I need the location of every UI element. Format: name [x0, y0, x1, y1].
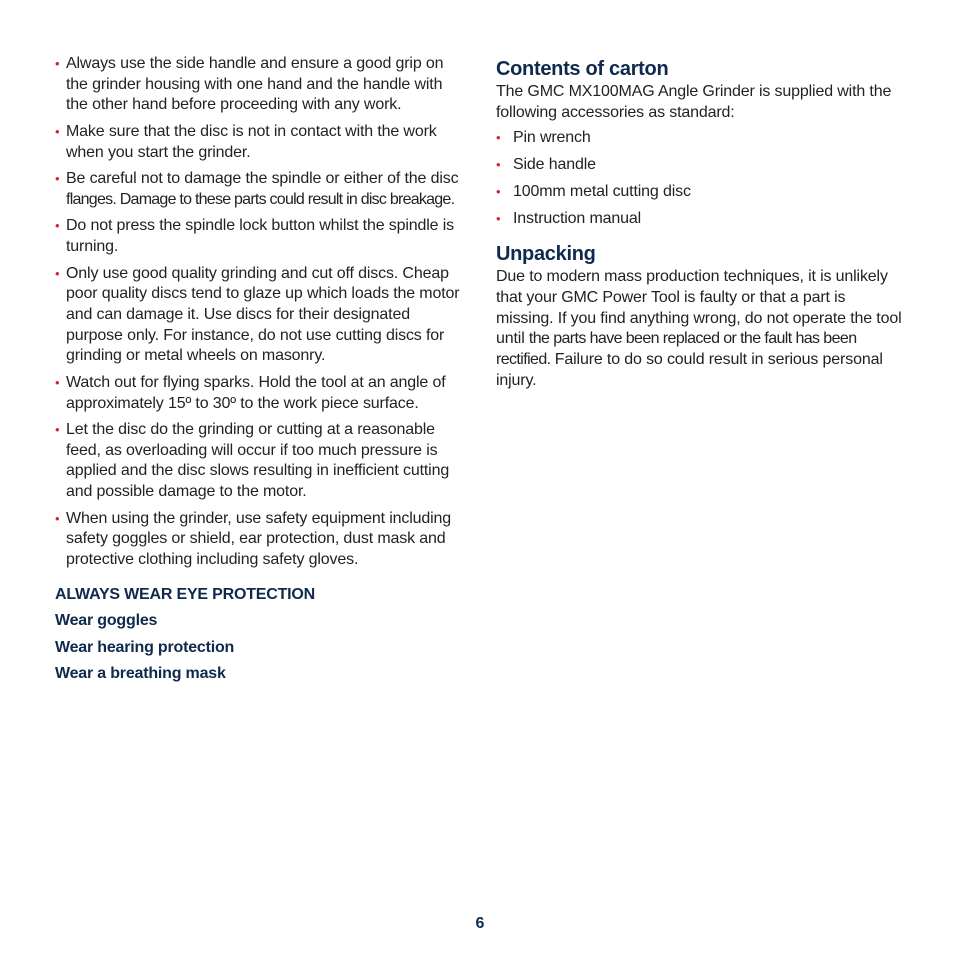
list-item: • Side handle	[496, 155, 906, 176]
bullet-icon: •	[55, 422, 60, 438]
list-item: • Be careful not to damage the spindle or either of the disc flanges. Damage to these parts could result in disc breakage.	[55, 170, 459, 208]
bullet-icon: •	[55, 171, 60, 187]
protection-warnings	[55, 585, 460, 685]
unpacking-section	[496, 241, 906, 391]
list-item: • Let the disc do the grinding or cutting at a reasonable feed, as overloading will occur if too much pressure is applied and the disc slows resulting in inefficient cutting and possible damage to the motor.	[55, 421, 450, 501]
list-item: • Pin wrench	[496, 128, 906, 149]
contents-intro: The GMC MX100MAG Angle Grinder is supplied with the following accessories as standard:	[496, 83, 892, 121]
list-item: • When using the grinder, use safety equipment including safety goggles or shield, ear protection, dust mask and protective clothing including safety gloves.	[55, 509, 452, 569]
list-item: • Always use the side handle and ensure a good grip on the grinder housing with one hand and the handle with the other hand before proceeding with any work.	[55, 55, 444, 114]
contents-list	[496, 128, 906, 229]
bullet-icon: •	[496, 157, 501, 173]
bullet-icon: •	[55, 56, 60, 71]
unpacking-heading: Unpacking	[496, 243, 596, 266]
list-item: • Make sure that the disc is not in contact with the work when you start the grinder.	[55, 122, 437, 161]
bullet-icon: •	[55, 374, 60, 390]
breathing-mask-warning: Wear a breathing mask	[55, 665, 226, 683]
bullet-icon: •	[496, 183, 501, 199]
list-item: • Only use good quality grinding and cut off discs. Cheap poor quality discs tend to glaze up which loads the motor and can damage it. Use discs for their designated purpose only. For instance, do not use cutting discs for grinding or metal wheels on masonry.	[55, 264, 460, 365]
unpacking-text: Due to modern mass production techniques, it is unlikely that your GMC Power Tool is faulty or that a part is missing. If you find anything wrong, do not operate the tool until the parts have been replaced or the fault has been rectified. Failure to do so could result in serious personal injury.	[496, 268, 902, 389]
list-item: • Instruction manual	[496, 209, 906, 230]
bullet-icon: •	[55, 123, 60, 139]
bullet-icon: •	[496, 210, 501, 226]
eye-protection-warning: ALWAYS WEAR EYE PROTECTION	[55, 585, 316, 603]
contents-heading: Contents of carton	[496, 58, 669, 80]
bullet-icon: •	[55, 265, 60, 281]
page-number: 6	[475, 915, 485, 932]
list-item: • 100mm metal cutting disc	[496, 182, 906, 203]
list-item: • Watch out for flying sparks. Hold the tool at an angle of approximately 15º to 30º to the work piece surface.	[55, 373, 446, 412]
goggles-warning: Wear goggles	[55, 612, 158, 630]
bullet-icon: •	[55, 510, 60, 526]
hearing-protection-warning: Wear hearing protection	[55, 638, 235, 656]
bullet-icon: •	[496, 130, 501, 146]
right-column	[496, 56, 906, 391]
bullet-icon: •	[55, 218, 60, 234]
list-item: • Do not press the spindle lock button whilst the spindle is turning.	[55, 217, 454, 256]
safety-bullet-list	[55, 54, 460, 571]
left-column	[55, 54, 460, 691]
